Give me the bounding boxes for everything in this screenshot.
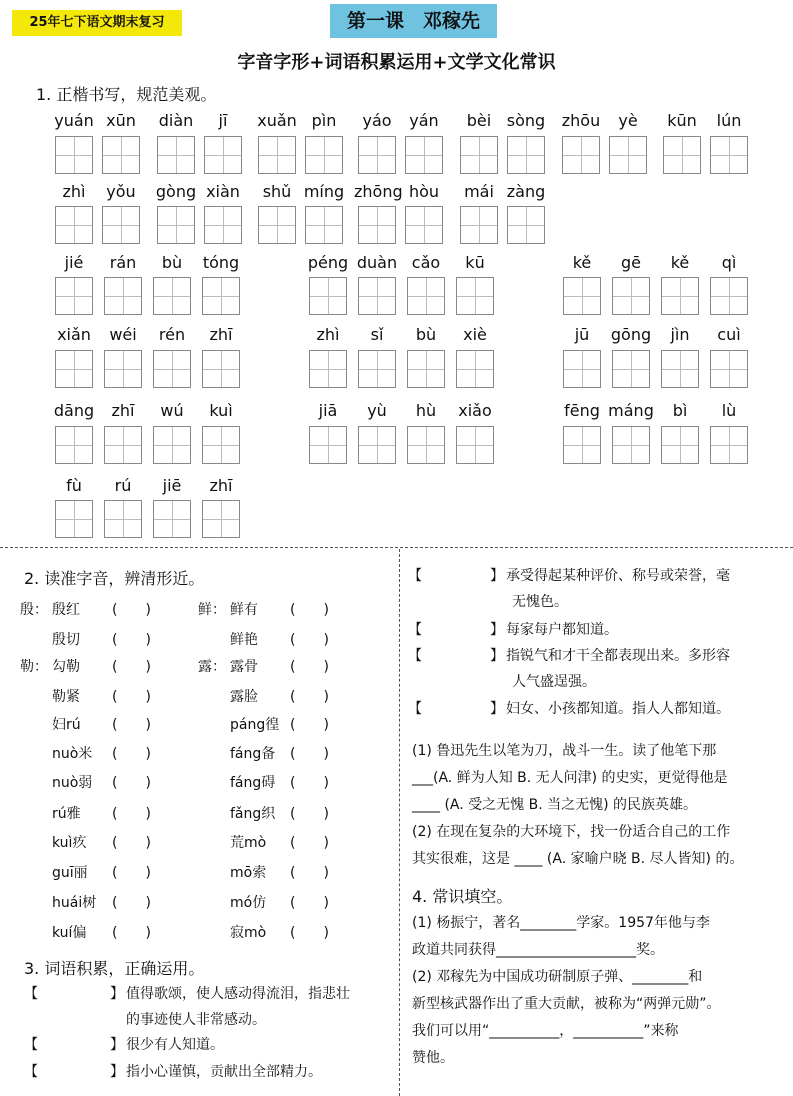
fill-line: (2) 邓稼先为中国成功研制原子弹、________和	[412, 969, 703, 985]
word-item: 妇rú	[52, 717, 81, 733]
bracket-close: 】	[490, 701, 504, 717]
writing-box[interactable]	[612, 350, 650, 388]
idiom-definition: 承受得起某种评价、称号或荣誉，毫	[506, 568, 730, 584]
writing-box[interactable]	[204, 206, 242, 244]
writing-box[interactable]	[153, 500, 191, 538]
pinyin-label: zhōu	[561, 111, 601, 130]
pinyin-label: sǐ	[370, 325, 384, 344]
word-item: nuò米	[52, 746, 93, 762]
pinyin-label: hòu	[408, 182, 440, 201]
writing-box[interactable]	[358, 277, 396, 315]
bracket-open: 【	[24, 986, 38, 1002]
pinyin-label: xuǎn	[257, 111, 297, 130]
pinyin-label: kūn	[667, 111, 697, 130]
word-item: 鲜有	[230, 602, 258, 618]
writing-box[interactable]	[710, 350, 748, 388]
word-item: 寂mò	[230, 925, 267, 941]
pinyin-label: rén	[158, 325, 186, 344]
question-line: ___(A. 鲜为人知 B. 无人问津) 的史实，更觉得他是	[412, 770, 728, 786]
horizontal-divider	[0, 547, 793, 548]
pinyin-label: jū	[574, 325, 590, 344]
fill-line: 新型核武器作出了重大贡献，被称为“两弹元勋”。	[412, 996, 721, 1012]
bracket-open: 【	[24, 1037, 38, 1053]
pinyin-label: yǒu	[106, 182, 136, 201]
writing-box[interactable]	[309, 426, 347, 464]
word-item: páng徨	[230, 717, 280, 733]
writing-box[interactable]	[55, 206, 93, 244]
pinyin-label: xūn	[106, 111, 136, 130]
idiom-definition: 指小心谨慎，贡献出全部精力。	[126, 1064, 322, 1080]
writing-box[interactable]	[153, 277, 191, 315]
writing-box[interactable]	[104, 277, 142, 315]
pinyin-label: xiǎo	[458, 401, 492, 420]
answer-blank[interactable]: ( )	[112, 689, 151, 705]
writing-box[interactable]	[710, 426, 748, 464]
char-prefix: 鲜：	[198, 602, 226, 618]
pinyin-label: máng	[608, 401, 654, 420]
answer-blank[interactable]: ( )	[112, 806, 151, 822]
writing-box[interactable]	[258, 136, 296, 174]
pinyin-label: dāng	[53, 401, 95, 420]
answer-blank[interactable]: ( )	[112, 746, 151, 762]
writing-box[interactable]	[305, 136, 343, 174]
writing-box[interactable]	[563, 350, 601, 388]
pinyin-label: shǔ	[262, 182, 292, 201]
writing-box[interactable]	[104, 426, 142, 464]
pinyin-label: kě	[670, 253, 690, 272]
fill-line: 我们可以用“__________，__________”来称	[412, 1023, 679, 1039]
word-item: guī丽	[52, 865, 88, 881]
pinyin-label: sòng	[506, 111, 546, 130]
writing-box[interactable]	[153, 426, 191, 464]
pinyin-label: rú	[114, 476, 132, 495]
word-item: mō索	[230, 865, 267, 881]
pinyin-label: bù	[415, 325, 437, 344]
bracket-open: 【	[408, 648, 422, 664]
lesson-title: 第一课 邓稼先	[330, 4, 497, 38]
pinyin-label: zhì	[316, 325, 340, 344]
idiom-definition: 很少有人知道。	[126, 1037, 224, 1053]
pinyin-label: pìn	[311, 111, 337, 130]
question-line: ____ (A. 受之无愧 B. 当之无愧) 的民族英雄。	[412, 797, 698, 813]
pinyin-label: cǎo	[411, 253, 441, 272]
pinyin-label: diàn	[158, 111, 194, 130]
pinyin-label: yáo	[362, 111, 392, 130]
word-item: 殷红	[52, 602, 80, 618]
bracket-open: 【	[24, 1064, 38, 1080]
writing-box[interactable]	[507, 206, 545, 244]
word-item: huái树	[52, 895, 97, 911]
pinyin-label: cuì	[717, 325, 741, 344]
pinyin-label: wéi	[109, 325, 137, 344]
writing-box[interactable]	[358, 136, 396, 174]
pinyin-label: lún	[716, 111, 742, 130]
answer-blank[interactable]: ( )	[290, 835, 329, 851]
idiom-definition: 值得歌颂，使人感动得流泪，指悲壮	[126, 986, 350, 1002]
char-prefix: 勒：	[20, 659, 48, 675]
word-item: fǎng织	[230, 806, 276, 822]
writing-box[interactable]	[309, 350, 347, 388]
word-item: fáng备	[230, 746, 276, 762]
bracket-close: 】	[490, 568, 504, 584]
pinyin-label: zàng	[506, 182, 546, 201]
pinyin-label: jié	[64, 253, 84, 272]
pinyin-label: gòng	[155, 182, 197, 201]
bracket-close: 】	[110, 1064, 124, 1080]
writing-box[interactable]	[710, 136, 748, 174]
bracket-open: 【	[408, 701, 422, 717]
pinyin-label: jiē	[162, 476, 182, 495]
writing-box[interactable]	[563, 277, 601, 315]
pinyin-label: zhī	[209, 325, 233, 344]
answer-blank[interactable]: ( )	[290, 806, 329, 822]
page-subtitle: 字音字形+词语积累运用+文学文化常识	[237, 52, 556, 73]
writing-box[interactable]	[460, 206, 498, 244]
pinyin-label: bì	[672, 401, 688, 420]
writing-box[interactable]	[612, 426, 650, 464]
writing-box[interactable]	[405, 136, 443, 174]
answer-blank[interactable]: ( )	[290, 689, 329, 705]
writing-box[interactable]	[202, 350, 240, 388]
answer-blank[interactable]: ( )	[112, 835, 151, 851]
writing-box[interactable]	[55, 500, 93, 538]
pinyin-label: zhì	[62, 182, 86, 201]
word-item: kuì疚	[52, 835, 87, 851]
pinyin-label: bù	[161, 253, 183, 272]
course-badge: 25年七下语文期末复习	[12, 10, 182, 36]
question-line: (1) 鲁迅先生以笔为刀，战斗一生。读了他笔下那	[412, 743, 717, 759]
pinyin-label: duàn	[356, 253, 398, 272]
writing-box[interactable]	[305, 206, 343, 244]
fill-line: (1) 杨振宁，著名________学家。1957年他与李	[412, 915, 710, 931]
pinyin-label: yè	[618, 111, 638, 130]
writing-box[interactable]	[153, 350, 191, 388]
answer-blank[interactable]: ( )	[112, 865, 151, 881]
writing-box[interactable]	[358, 206, 396, 244]
writing-box[interactable]	[204, 136, 242, 174]
bracket-close: 】	[110, 986, 124, 1002]
pinyin-label: lù	[721, 401, 737, 420]
writing-box[interactable]	[407, 426, 445, 464]
pinyin-label: míng	[303, 182, 345, 201]
writing-box[interactable]	[55, 350, 93, 388]
char-prefix: 露：	[198, 659, 226, 675]
writing-box[interactable]	[710, 277, 748, 315]
bracket-close: 】	[490, 622, 504, 638]
pinyin-label: qì	[721, 253, 737, 272]
pinyin-label: jī	[218, 111, 228, 130]
writing-box[interactable]	[358, 426, 396, 464]
answer-blank[interactable]: ( )	[290, 632, 329, 648]
section3-title: 3. 词语积累，正确运用。	[24, 959, 205, 978]
idiom-definition: 妇女、小孩都知道。指人人都知道。	[506, 701, 730, 717]
writing-box[interactable]	[202, 426, 240, 464]
word-item: 露骨	[230, 659, 258, 675]
bracket-close: 】	[490, 648, 504, 664]
writing-box[interactable]	[102, 136, 140, 174]
writing-box[interactable]	[456, 277, 494, 315]
word-item: mó仿	[230, 895, 267, 911]
answer-blank[interactable]: ( )	[290, 775, 329, 791]
answer-blank[interactable]: ( )	[112, 925, 151, 941]
pinyin-label: xiǎn	[57, 325, 91, 344]
writing-box[interactable]	[309, 277, 347, 315]
word-item: 荒mò	[230, 835, 267, 851]
writing-box[interactable]	[456, 350, 494, 388]
writing-box[interactable]	[202, 500, 240, 538]
answer-blank[interactable]: ( )	[112, 602, 151, 618]
idiom-definition: 每家每户都知道。	[506, 622, 618, 638]
pinyin-label: wú	[160, 401, 184, 420]
word-item: fáng碍	[230, 775, 276, 791]
section1-title: 1. 正楷书写，规范美观。	[36, 85, 217, 104]
pinyin-label: tóng	[202, 253, 240, 272]
answer-blank[interactable]: ( )	[290, 602, 329, 618]
pinyin-label: bèi	[466, 111, 492, 130]
answer-blank[interactable]: ( )	[290, 865, 329, 881]
word-item: 殷切	[52, 632, 80, 648]
idiom-definition-cont: 人气盛逞强。	[512, 674, 596, 690]
writing-box[interactable]	[612, 277, 650, 315]
writing-box[interactable]	[407, 277, 445, 315]
pinyin-label: xiè	[463, 325, 487, 344]
writing-box[interactable]	[661, 350, 699, 388]
pinyin-label: mái	[464, 182, 494, 201]
section2-title: 2. 读准字音，辨清形近。	[24, 569, 205, 588]
writing-box[interactable]	[358, 350, 396, 388]
pinyin-label: jìn	[670, 325, 690, 344]
writing-box[interactable]	[405, 206, 443, 244]
answer-blank[interactable]: ( )	[112, 659, 151, 675]
writing-box[interactable]	[407, 350, 445, 388]
answer-blank[interactable]: ( )	[112, 632, 151, 648]
word-item: rú雅	[52, 806, 81, 822]
pinyin-label: fù	[66, 476, 82, 495]
pinyin-label: yù	[367, 401, 387, 420]
writing-box[interactable]	[661, 277, 699, 315]
bracket-open: 【	[408, 568, 422, 584]
pinyin-label: yán	[409, 111, 439, 130]
writing-box[interactable]	[157, 136, 195, 174]
answer-blank[interactable]: ( )	[290, 925, 329, 941]
word-item: nuò弱	[52, 775, 93, 791]
idiom-definition: 指锐气和才干全都表现出来。多形容	[506, 648, 730, 664]
vertical-divider	[399, 549, 400, 1096]
idiom-definition-cont: 无愧色。	[512, 594, 568, 610]
char-prefix: 殷：	[20, 602, 48, 618]
pinyin-label: hù	[415, 401, 437, 420]
writing-box[interactable]	[104, 500, 142, 538]
answer-blank[interactable]: ( )	[290, 659, 329, 675]
pinyin-label: jiā	[318, 401, 338, 420]
writing-box[interactable]	[562, 136, 600, 174]
pinyin-label: péng	[307, 253, 349, 272]
bracket-close: 】	[110, 1037, 124, 1053]
pinyin-label: gōng	[610, 325, 652, 344]
pinyin-label: zhī	[111, 401, 135, 420]
word-item: 露脸	[230, 689, 258, 705]
pinyin-label: zhōng	[354, 182, 403, 201]
answer-blank[interactable]: ( )	[290, 746, 329, 762]
pinyin-label: kuì	[209, 401, 233, 420]
word-item: 鲜艳	[230, 632, 258, 648]
fill-line: 赞他。	[412, 1050, 454, 1066]
fill-line: 政道共同获得____________________奖。	[412, 942, 664, 958]
writing-box[interactable]	[609, 136, 647, 174]
pinyin-label: kū	[465, 253, 485, 272]
pinyin-label: fēng	[564, 401, 600, 420]
answer-blank[interactable]: ( )	[112, 775, 151, 791]
word-item: 勾勒	[52, 659, 80, 675]
writing-box[interactable]	[507, 136, 545, 174]
writing-box[interactable]	[456, 426, 494, 464]
word-item: 勒紧	[52, 689, 80, 705]
writing-box[interactable]	[55, 426, 93, 464]
answer-blank[interactable]: ( )	[112, 717, 151, 733]
answer-blank[interactable]: ( )	[290, 895, 329, 911]
pinyin-label: gē	[621, 253, 641, 272]
pinyin-label: kě	[572, 253, 592, 272]
writing-box[interactable]	[157, 206, 195, 244]
writing-box[interactable]	[102, 206, 140, 244]
writing-box[interactable]	[661, 426, 699, 464]
question-line: (2) 在现在复杂的大环境下，找一份适合自己的工作	[412, 824, 731, 840]
question-line: 其实很难，这是 ____ (A. 家喻户晓 B. 尽人皆知) 的。	[412, 851, 744, 867]
writing-box[interactable]	[460, 136, 498, 174]
idiom-definition-cont: 的事迹使人非常感动。	[126, 1012, 266, 1028]
pinyin-label: yuán	[54, 111, 94, 130]
writing-box[interactable]	[104, 350, 142, 388]
writing-box[interactable]	[258, 206, 296, 244]
pinyin-label: zhī	[209, 476, 233, 495]
writing-box[interactable]	[202, 277, 240, 315]
section4-title: 4. 常识填空。	[412, 887, 513, 906]
answer-blank[interactable]: ( )	[290, 717, 329, 733]
writing-box[interactable]	[563, 426, 601, 464]
word-item: kuí偏	[52, 925, 87, 941]
pinyin-label: xiàn	[206, 182, 240, 201]
writing-box[interactable]	[55, 136, 93, 174]
writing-box[interactable]	[663, 136, 701, 174]
pinyin-label: rán	[109, 253, 137, 272]
writing-box[interactable]	[55, 277, 93, 315]
bracket-open: 【	[408, 622, 422, 638]
answer-blank[interactable]: ( )	[112, 895, 151, 911]
